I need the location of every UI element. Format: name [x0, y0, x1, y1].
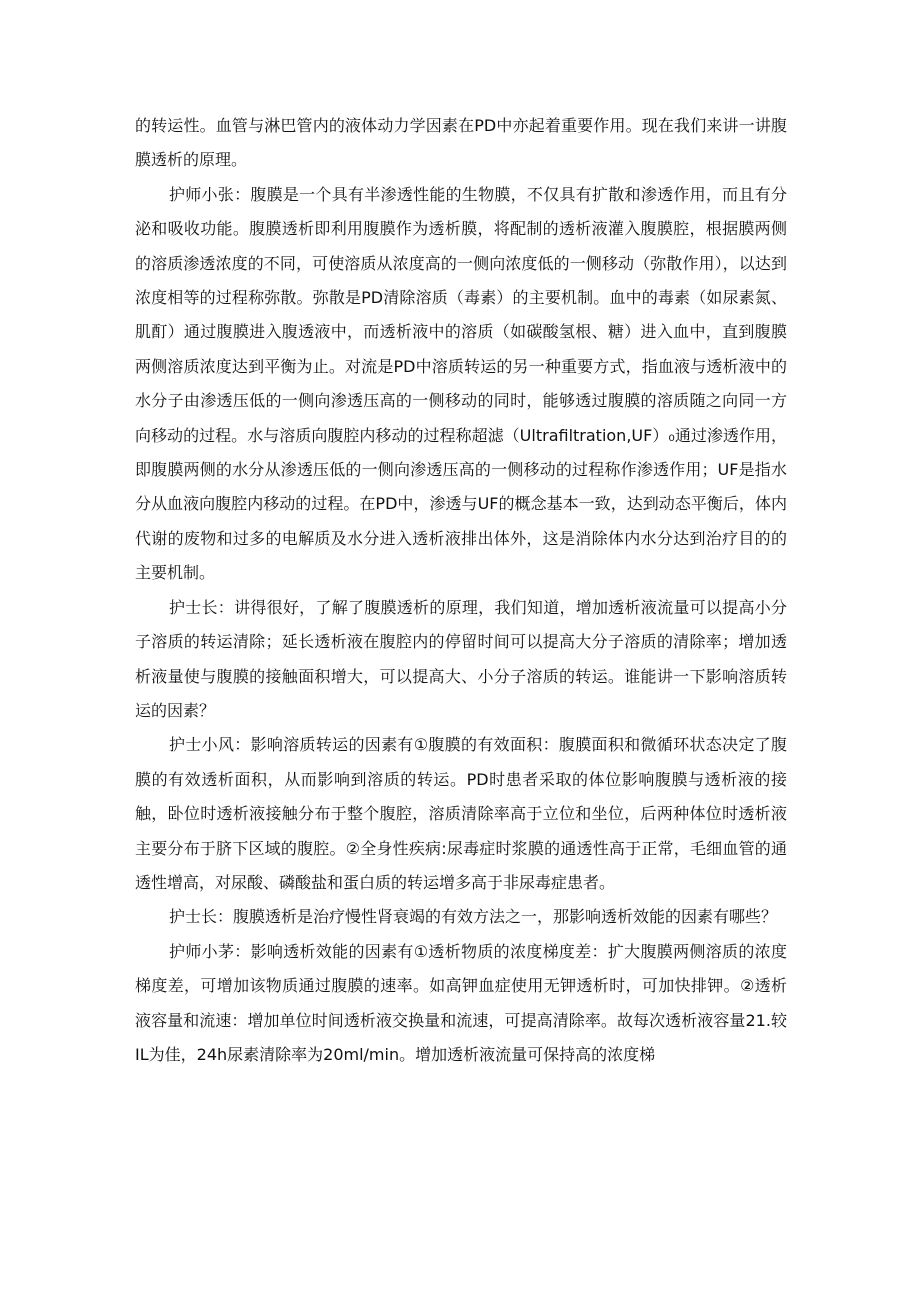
paragraph-1: 的转运性。血管与淋巴管内的液体动力学因素在PD中亦起着重要作用。现在我们来讲一讲腹膜透析的原理。	[135, 116, 787, 170]
paragraph-3: 护士长：讲得很好，了解了腹膜透析的原理，我们知道，增加透析液流量可以提高小分子溶质的转运清除；延长透析液在腹腔内的停留时间可以提高大分子溶质的清除率；增加透析液量使与腹膜的接触面积增大，可以提高大、小分子溶质的转运。谁能讲一下影响溶质转运的因素？	[135, 597, 787, 720]
paragraph-5: 护士长：腹膜透析是治疗慢性肾衰竭的有效方法之一，那影响透析效能的因素有哪些？	[169, 907, 778, 927]
paragraph-2: 护师小张：腹膜是一个具有半渗透性能的生物膜，不仅具有扩散和渗透作用，而且有分泌和吸收功能。腹膜透析即利用腹膜作为透析膜，将配制的透析液灌入腹膜腔，根据膜两侧的溶质渗透浓度的不同，可使溶质从浓度高的一侧向浓度低的一侧移动（弥散作用），以达到浓度相等的过程称弥散。弥散是PD清除溶质（毒素）的主要机制。血中的毒素（如尿素氮、肌酊）通过腹膜进入腹透液中，而透析液中的溶质（如碳酸氢根、糖）进入血中，直到腹膜两侧溶质浓度达到平衡为止。对流是PD中溶质转运的另一种重要方式，指血液与透析液中的水分子由渗透压低的一侧向渗透压高的一侧移动的同时，能够透过腹膜的溶质随之向同一方向移动的过程。水与溶质向腹腔内移动的过程称超滤（Ultrafiltration,UF）₀通过渗透作用，即腹膜两侧的水分从渗透压低的一侧向渗透压高的一侧移动的过程称作渗透作用；UF是指水分从血液向腹腔内移动的过程。在PD中，渗透与UF的概念基本一致，达到动态平衡后，体内代谢的废物和过多的电解质及水分进入透析液排出体外，这是消除体内水分达到治疗目的的主要机制。	[135, 184, 787, 583]
paragraph-4: 护士小风：影响溶质转运的因素有①腹膜的有效面积：腹膜面积和微循环状态决定了腹膜的有效透析面积，从而影响到溶质的转运。PD时患者采取的体位影响腹膜与透析液的接触，卧位时透析液接触分布于整个腹腔，溶质清除率高于立位和坐位，后两种体位时透析液主要分布于脐下区域的腹腔。②全身性疾病:尿毒症时浆膜的通透性高于正常，毛细血管的通透性增高，对尿酸、磷酸盐和蛋白质的转运增多高于非尿毒症患者。	[135, 735, 787, 892]
document-page	[135, 109, 787, 1072]
paragraph-6: 护师小茅：影响透析效能的因素有①透析物质的浓度梯度差：扩大腹膜两侧溶质的浓度梯度差，可增加该物质通过腹膜的速率。如高钾血症使用无钾透析时，可加快排钾。②透析液容量和流速：增加单位时间透析液交换量和流速，可提高清除率。故每次透析液容量21.较IL为佳，24h尿素清除率为20ml/min。增加透析液流量可保持高的浓度梯	[135, 941, 787, 1064]
